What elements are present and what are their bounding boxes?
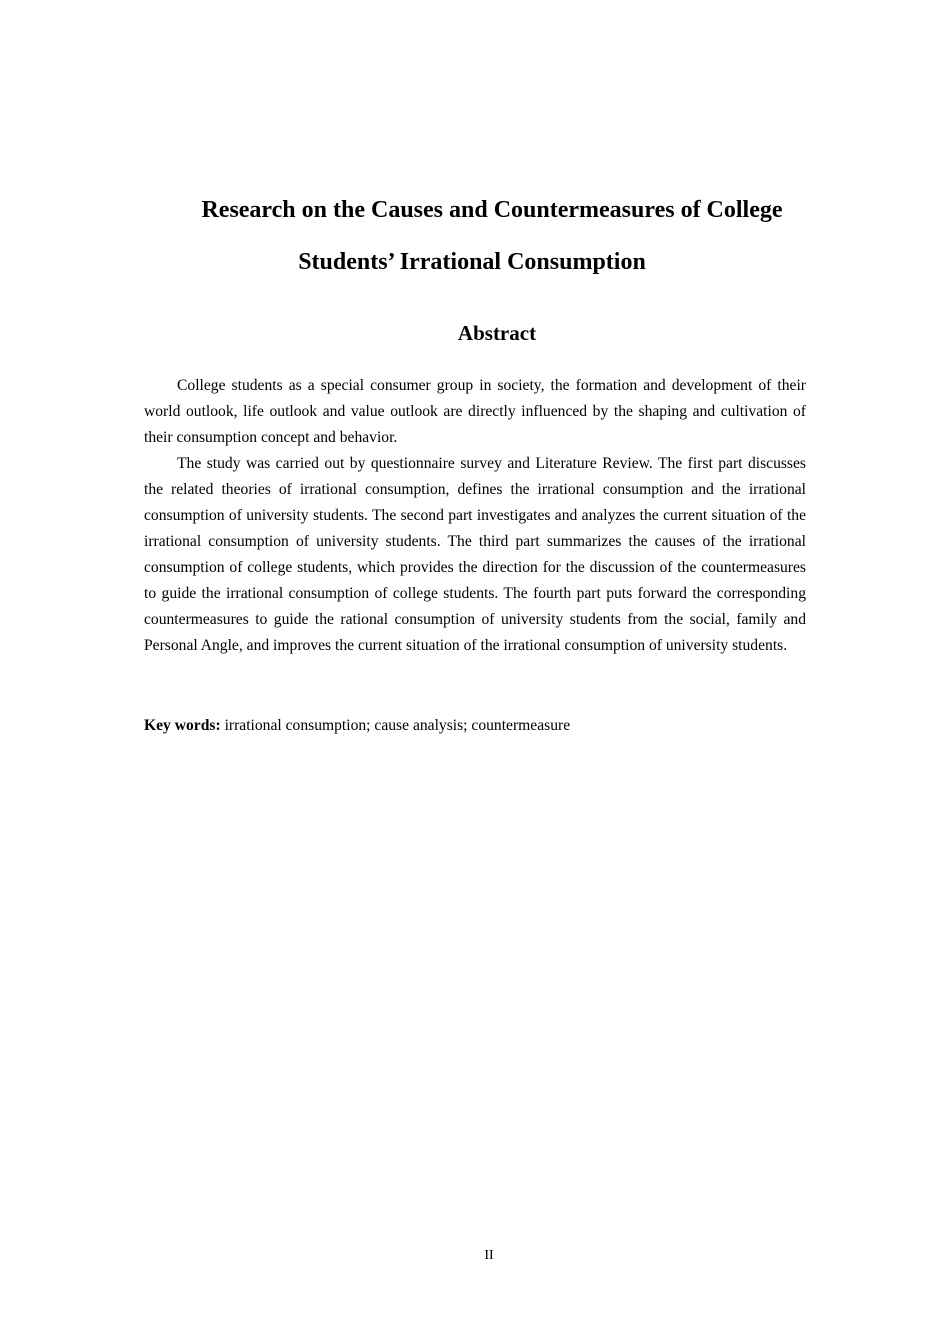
abstract-heading: Abstract xyxy=(457,321,537,345)
page-number: II xyxy=(484,1248,494,1263)
abstract-body xyxy=(144,373,806,659)
abstract-paragraph-2: The study was carried out by questionnaire survey and Literature Review. The first part discusses the related theories of irrational consumption, defines the irrational consumption and the irrational consumption of university students. The second part investigates and analyzes the current situation of the irrational consumption of university students. The third part summarizes the causes of the irrational consumption of college students, which provides the direction for the discussion of the countermeasures to guide the irrational consumption of college students. The fourth part puts forward the corresponding countermeasures to guide the rational consumption of university students from the social, family and Personal Angle, and improves the current situation of the irrational consumption of university students. xyxy=(144,455,806,654)
document-title-line1: Research on the Causes and Countermeasures of College xyxy=(201,197,783,223)
keywords-text: irrational consumption; cause analysis; countermeasure xyxy=(220,717,571,734)
keywords-label: Key words xyxy=(144,717,216,734)
abstract-paragraph-1: College students as a special consumer group in society, the formation and development of their world outlook, life outlook and value outlook are directly influenced by the shaping and cultivation of their consumption concept and behavior. xyxy=(144,377,806,446)
keywords-line xyxy=(144,713,806,739)
document-title-line2: Students’ Irrational Consumption xyxy=(298,249,646,275)
keywords-separator: : xyxy=(215,717,221,734)
